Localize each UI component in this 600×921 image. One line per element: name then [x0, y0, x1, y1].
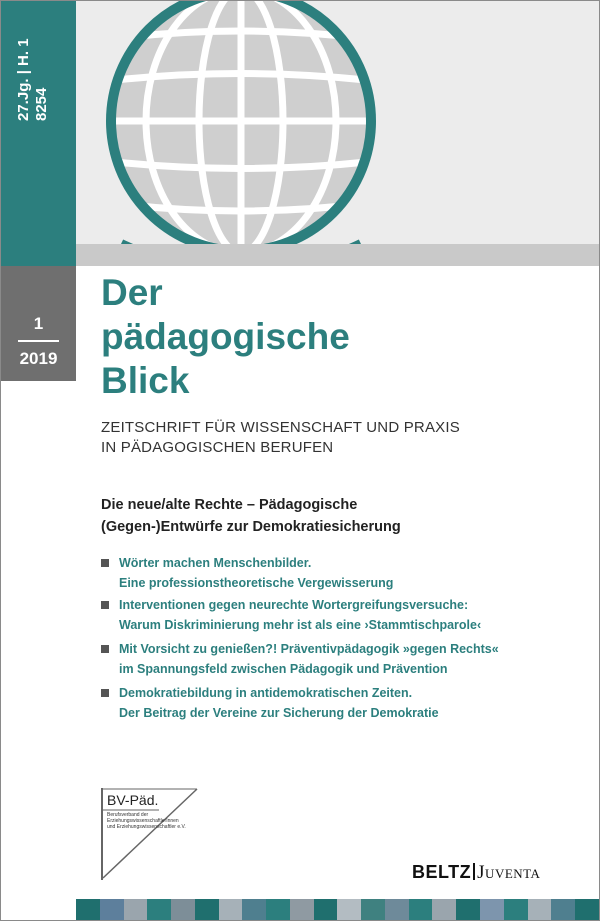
- spine-block: [1, 1, 76, 266]
- publisher-divider: [473, 863, 475, 880]
- stripe: [409, 899, 433, 920]
- journal-subtitle: [101, 418, 460, 458]
- stripe: [480, 899, 504, 920]
- stripe: [266, 899, 290, 920]
- publisher-logo: [412, 862, 540, 884]
- issue-year: 2019: [19, 349, 58, 368]
- stripe: [76, 899, 100, 920]
- volume-issue: 27.Jg. | H. 1: [15, 38, 32, 121]
- issue-divider: [18, 340, 59, 342]
- journal-title: [101, 271, 350, 403]
- bullet-square-icon: [101, 645, 109, 653]
- article-line: Demokratiebildung in antidemokratischen Zeiten.: [119, 686, 413, 700]
- stripe: [551, 899, 575, 920]
- stripe: [242, 899, 266, 920]
- theme-line-2: (Gegen-)Entwürfe zur Demokratiesicherung: [101, 519, 401, 535]
- issue-number: 1: [33, 314, 44, 333]
- bullet-square-icon: [101, 601, 109, 609]
- subtitle-line-1: ZEITSCHRIFT FÜR WISSENSCHAFT UND PRAXIS: [101, 419, 460, 436]
- theme-line-1: Die neue/alte Rechte – Pädagogische: [101, 497, 358, 513]
- color-stripe-bar: [76, 899, 599, 920]
- stripe: [361, 899, 385, 920]
- association-line: ErziehungswissenschaftlerInnen: [107, 818, 179, 824]
- stripe: [100, 899, 124, 920]
- issn-number: 8254: [33, 87, 50, 121]
- association-name: [107, 812, 186, 830]
- article-line: im Spannungsfeld zwischen Pädagogik und Prävention: [119, 662, 448, 676]
- title-line-1: Der: [101, 272, 163, 313]
- stripe: [314, 899, 338, 920]
- association-logo-text: BV-Päd.: [107, 792, 159, 808]
- stripe: [219, 899, 243, 920]
- association-line: und Erziehungswissenschaftler e.V.: [107, 824, 186, 830]
- stripe: [290, 899, 314, 920]
- issue-theme: [101, 494, 401, 538]
- stripe: [195, 899, 219, 920]
- globe-icon: [76, 1, 599, 266]
- stripe: [147, 899, 171, 920]
- article-line: Mit Vorsicht zu genießen?! Präventivpädagogik »gegen Rechts«: [119, 642, 499, 656]
- stripe: [456, 899, 480, 920]
- association-logo: [101, 788, 199, 880]
- association-line: Berufsverband der: [107, 812, 149, 818]
- stripe: [337, 899, 361, 920]
- publisher-juventa: Juventa: [477, 862, 541, 883]
- title-line-3: Blick: [101, 360, 190, 401]
- publisher-beltz: BELTZ: [412, 862, 472, 882]
- stripe: [432, 899, 456, 920]
- stripe: [504, 899, 528, 920]
- article-line: Der Beitrag der Vereine zur Sicherung der Demokratie: [119, 706, 439, 720]
- subtitle-line-2: IN PÄDAGOGISCHEN BERUFEN: [101, 439, 334, 456]
- stripe: [171, 899, 195, 920]
- article-line: Warum Diskriminierung mehr ist als eine ›Stammtischparole‹: [119, 618, 482, 632]
- title-line-2: pädagogische: [101, 316, 350, 357]
- stripe: [528, 899, 552, 920]
- stripe: [575, 899, 599, 920]
- article-line: Wörter machen Menschenbilder.: [119, 556, 312, 570]
- bullet-square-icon: [101, 559, 109, 567]
- stripe: [385, 899, 409, 920]
- article-line: Eine professionstheoretische Vergewisserung: [119, 576, 394, 590]
- stripe: [124, 899, 148, 920]
- article-line: Interventionen gegen neurechte Wortergreifungsversuche:: [119, 598, 469, 612]
- bullet-square-icon: [101, 689, 109, 697]
- spine-text: [15, 38, 51, 121]
